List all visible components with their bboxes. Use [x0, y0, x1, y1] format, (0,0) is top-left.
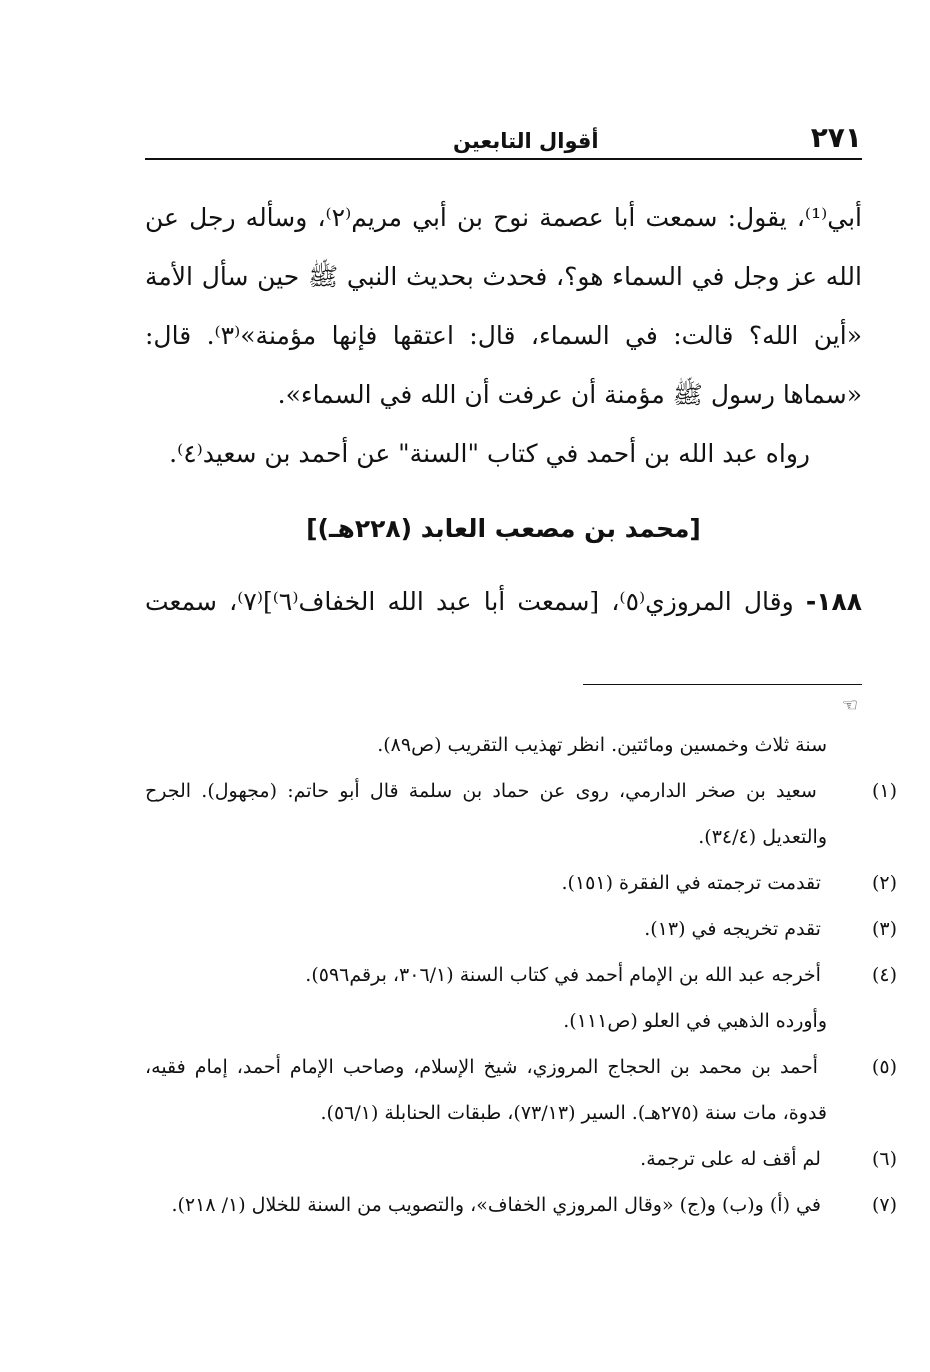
footnote-text: سعيد بن صخر الدارمي، روى عن حماد بن سلمة قال أبو حاتم: (مجهول). الجرح والتعديل (٣٤/٤).	[145, 780, 827, 848]
section-heading: [محمد بن مصعب العابد (٢٢٨هـ)]	[306, 514, 701, 543]
item-text: وقال المروزي⁽٥⁾، [سمعت أبا عبد الله الخفاف⁽٦⁾]⁽٧⁾، سمعت	[145, 587, 794, 616]
footnote-text: لم أقف له على ترجمة.	[640, 1148, 821, 1170]
footnote-number: (٦)	[871, 1148, 897, 1170]
footnote-separator	[583, 684, 862, 685]
footnote-number: (٧)	[871, 1194, 897, 1216]
footnote-5	[145, 1044, 897, 1136]
running-header	[145, 112, 862, 160]
footnote-3	[145, 906, 897, 952]
footnote-number: (١)	[871, 780, 897, 802]
page-number: ٢٧١	[810, 121, 862, 154]
footnote-4	[145, 952, 897, 998]
footnote-4-continued: وأورده الذهبي في العلو (ص١١١).	[563, 1010, 827, 1032]
footnote-number: (٢)	[871, 872, 897, 894]
running-title: أقوال التابعين	[453, 129, 599, 153]
pointing-hand-icon: ☜	[841, 695, 859, 716]
footnote-text: تقدم تخريجه في (١٣).	[644, 918, 821, 940]
item-number: ١٨٨-	[805, 587, 863, 616]
footnote-6	[145, 1136, 897, 1182]
footnote-number: (٣)	[871, 918, 897, 940]
item-188	[145, 574, 862, 630]
body-paragraph-1: أبي⁽¹⁾، يقول: سمعت أبا عصمة نوح بن أبي مريم⁽٢⁾، وسأله رجل عن الله عز وجل في السماء هو؟، فحدث بحديث النبي ﷺ حين سأل الأمة «أين الله؟ قالت: في السماء، قال: اعتقها فإنها مؤمنة»⁽٣⁾. قال: «سماها رسول ﷺ مؤمنة أن عرفت أن الله في السماء».	[145, 203, 862, 409]
footnote-number: (٥)	[871, 1056, 897, 1078]
footnote-text: أحمد بن محمد بن الحجاج المروزي، شيخ الإسلام، وصاحب الإمام أحمد، إمام فقيه، قدوة، مات سنة (٢٧٥هـ). السير (٧٣/١٣)، طبقات الحنابلة (٥٦/١).	[145, 1056, 827, 1124]
footnote-continued: سنة ثلاث وخمسين ومائتين. انظر تهذيب التقريب (ص٨٩).	[377, 734, 827, 756]
footnote-text: تقدمت ترجمته في الفقرة (١٥١).	[561, 872, 821, 894]
footnotes	[145, 722, 897, 1228]
body-paragraph-2: رواه عبد الله بن أحمد في كتاب "السنة" عن أحمد بن سعيد⁽٤⁾.	[169, 439, 810, 468]
footnote-text: أخرجه عبد الله بن الإمام أحمد في كتاب السنة (٣٠٦/١، برقم٥٩٦).	[305, 964, 821, 986]
footnote-7	[145, 1182, 897, 1228]
body-text	[145, 188, 862, 483]
footnote-number: (٤)	[871, 964, 897, 986]
footnote-1	[145, 768, 897, 860]
footnote-text: في (أ) و(ب) و(ج) «وقال المروزي الخفاف»، والتصويب من السنة للخلال (١/ ٢١٨).	[171, 1194, 821, 1216]
footnote-2	[145, 860, 897, 906]
